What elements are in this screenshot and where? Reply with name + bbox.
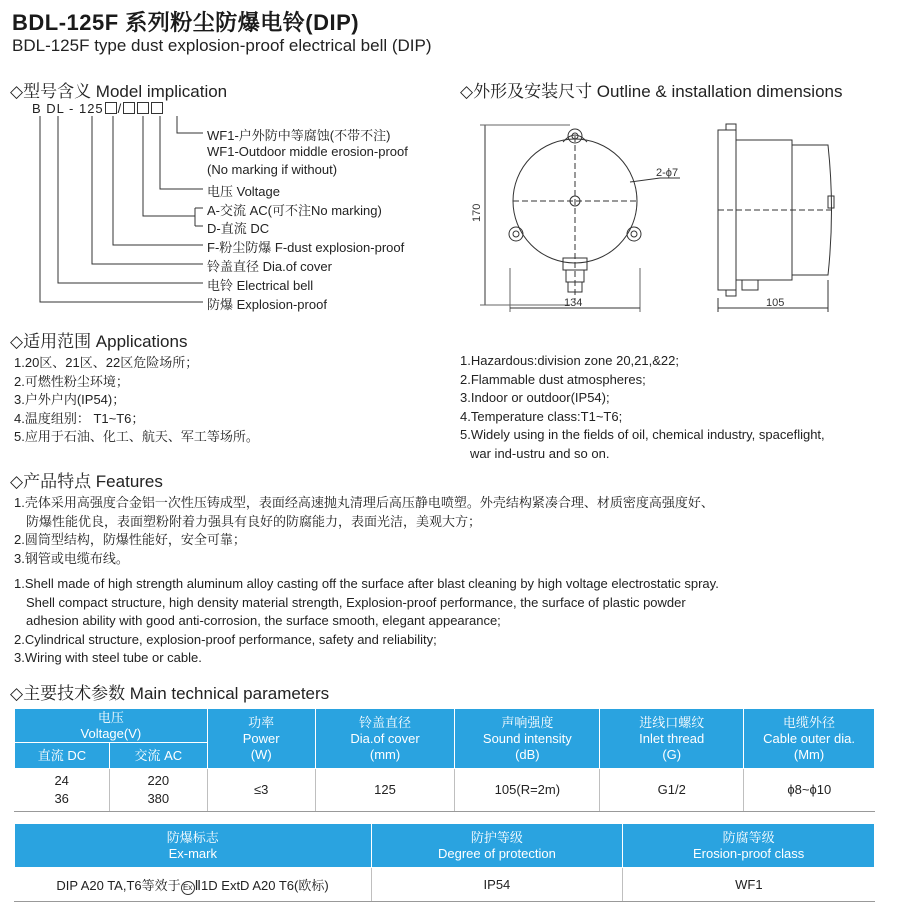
section-params: ◇主要技术参数 Main technical parameters: [10, 684, 330, 703]
legend-wf1-en: WF1-Outdoor middle erosion-proof: [207, 144, 408, 159]
list-item: 2.可燃性粉尘环境；: [14, 373, 129, 389]
features-en: [14, 575, 719, 668]
list-item: 防爆性能优良，表面塑粉附着力强具有良好的防腐能力，表面光洁，美观大方；: [26, 513, 482, 529]
width-label: 134: [564, 297, 583, 309]
list-item: Shell compact structure, high density material strength, Explosion-proof performance, the surface of plastic powder: [26, 594, 686, 610]
list-item: 1.Shell made of high strength aluminum alloy casting off the surface after blast cleaning by high voltage electrostatic spray.: [14, 576, 719, 591]
header-exmark: 防爆标志 Ex-mark: [15, 824, 372, 868]
page-title: BDL-125F 系列粉尘防爆电铃(DIP): [12, 10, 360, 35]
legend-dc: D-直流 DC: [207, 221, 270, 236]
outline-drawing: [470, 100, 870, 320]
model-code-slash: /: [117, 101, 123, 116]
legend-ac: A-交流 AC(可不注No marking): [207, 203, 382, 218]
header-cable: 电缆外径 Cable outer dia. (Mm): [744, 709, 875, 769]
cell-dia: 125: [315, 769, 455, 811]
table-row: [15, 769, 875, 811]
header-dc: 直流 DC: [15, 743, 110, 769]
list-item: 2.Cylindrical structure, explosion-proof performance, safety and reliability;: [14, 631, 437, 647]
list-item: 3.户外户内(IP54)；: [14, 392, 126, 407]
list-item: 4.温度组别： T1~T6；: [14, 410, 145, 426]
header-power: 功率 Power (W): [207, 709, 315, 769]
cell-dc: 24 36: [15, 769, 110, 811]
table1-bottom-rule: [14, 811, 875, 812]
depth-label: 105: [766, 297, 785, 309]
params-table: [14, 708, 875, 811]
list-item: 3.Indoor or outdoor(IP54);: [460, 390, 610, 405]
list-item: 4.Temperature class:T1~T6;: [460, 408, 623, 424]
cell-erosion: WF1: [735, 877, 763, 893]
header-erosion: 防腐等级 Erosion-proof class: [623, 824, 875, 868]
legend-voltage: 电压 Voltage: [207, 184, 280, 199]
list-item: war ind-ustru and so on.: [470, 445, 610, 461]
applications-cn: [14, 354, 259, 447]
list-item: 2.圆筒型结构，防爆性能好，安全可靠；: [14, 532, 246, 547]
list-item: 2.Flammable dust atmospheres;: [460, 371, 646, 387]
header-voltage: 电压 Voltage(V): [15, 709, 208, 743]
cell-sound: 105(R=2m): [455, 769, 600, 811]
legend-wf1-note: (No marking if without): [207, 162, 338, 177]
header-ac: 交流 AC: [109, 743, 207, 769]
legend-explosion: 防爆 Explosion-proof: [207, 297, 327, 312]
list-item: 3.钢管或电缆布线。: [14, 550, 129, 566]
list-item: 5.应用于石油、化工、航天、军工等场所。: [14, 429, 259, 444]
header-sound: 声响强度 Sound intensity (dB): [455, 709, 600, 769]
cell-exmark: DIP A20 TA,T6等效于 Ex Ⅱ1D ExtD A20 T6(欧标): [15, 868, 372, 902]
section-outline: ◇外形及安装尺寸 Outline & installation dimensions: [460, 82, 843, 101]
list-item: 1.20区、21区、22区危险场所；: [14, 355, 199, 370]
header-protection: 防护等级 Degree of protection: [371, 824, 623, 868]
height-label: 170: [471, 203, 483, 222]
list-item: 5.Widely using in the fields of oil, chemical industry, spaceflight,: [460, 427, 825, 442]
page-subtitle: BDL-125F type dust explosion-proof electrical bell (DIP): [12, 36, 432, 55]
legend-dust: F-粉尘防爆 F-dust explosion-proof: [207, 240, 405, 255]
section-applications: ◇适用范围 Applications: [10, 332, 188, 351]
list-item: 1.Hazardous:division zone 20,21,&22;: [460, 353, 679, 368]
list-item: adhesion ability with good anti-corrosion, the surface smooth, elegant appearance;: [26, 613, 501, 628]
features-cn: [14, 494, 714, 568]
legend-wf1-cn: WF1-户外防中等腐蚀(不带不注): [207, 128, 391, 143]
cell-protection: IP54: [371, 868, 623, 902]
header-dia: 铃盖直径 Dia.of cover (mm): [315, 709, 455, 769]
section-features: ◇产品特点 Features: [10, 472, 163, 491]
list-item: 1.壳体采用高强度合金铝一次性压铸成型，表面经高速抛丸清理后高压静电喷塑。外壳结构紧凑合理、材质密度高强度好、: [14, 495, 714, 510]
header-inlet: 进线口螺纹 Inlet thread (G): [600, 709, 744, 769]
cell-power: ≤3: [207, 769, 315, 811]
table-row: [15, 868, 875, 902]
ex-mark-icon: Ex: [181, 881, 195, 895]
classification-table: [14, 823, 875, 902]
list-item: 3.Wiring with steel tube or cable.: [14, 650, 202, 665]
model-code-prefix: B DL - 125: [32, 101, 104, 116]
applications-en: [460, 352, 825, 463]
table2-bottom-rule: [14, 901, 875, 902]
section-model: ◇型号含义 Model implication: [10, 82, 228, 101]
cell-inlet: G1/2: [600, 769, 744, 811]
legend-cover: 铃盖直径 Dia.of cover: [207, 259, 332, 274]
legend-bell: 电铃 Electrical bell: [207, 278, 314, 293]
hole-label: 2-ϕ7: [656, 167, 679, 179]
cell-cable: ϕ8~ϕ10: [787, 782, 832, 798]
cell-ac: 220 380: [109, 769, 207, 811]
